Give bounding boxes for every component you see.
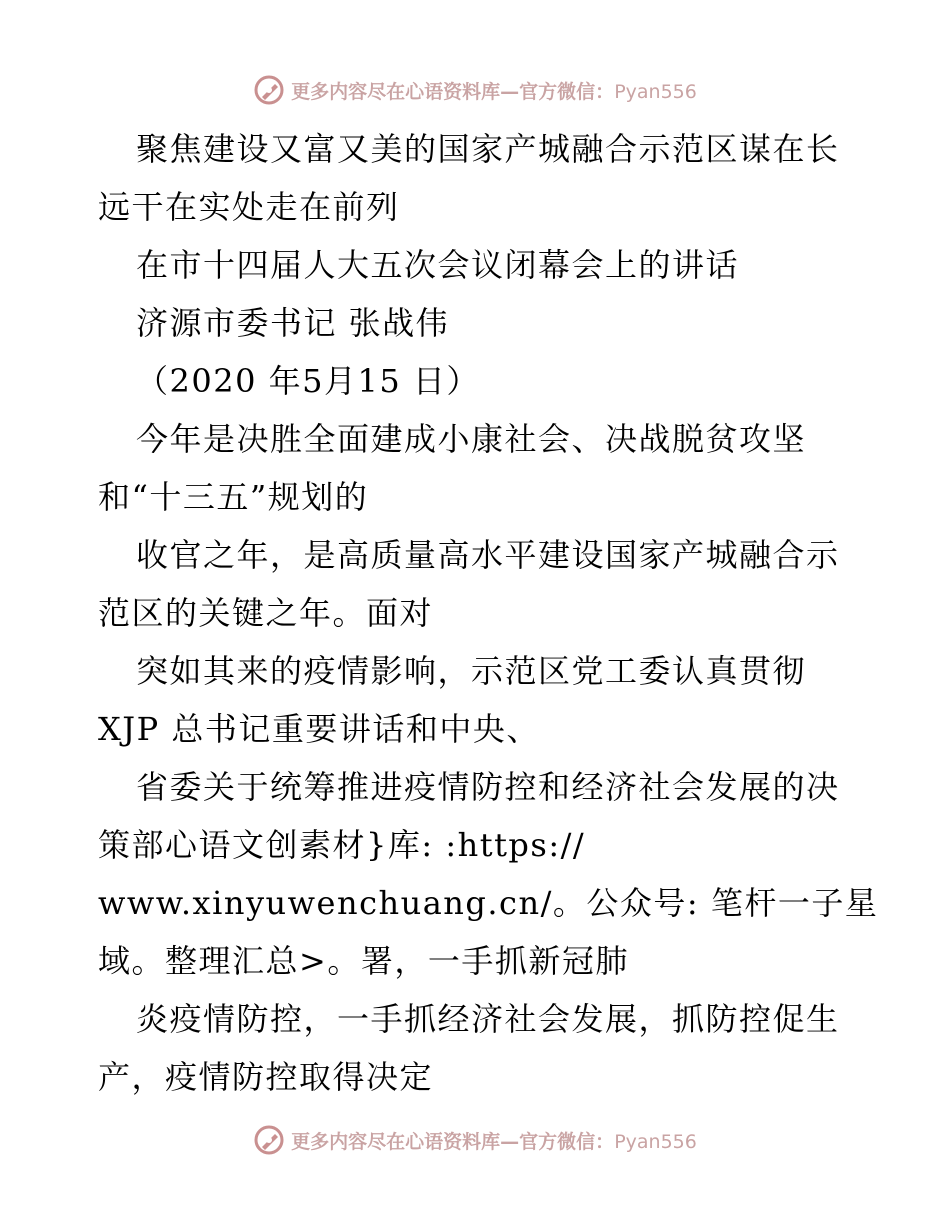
document-body <box>98 120 879 1106</box>
paragraph-line: 策部心语文创素材}库: :https:// <box>98 826 586 864</box>
header-watermark <box>0 70 950 110</box>
paragraph-line: 收官之年，是高质量高水平建设国家产城融合示 <box>136 536 840 574</box>
paragraph-line: 域。整理汇总>。署，一手抓新冠肺 <box>98 942 629 980</box>
paragraph-line: www.xinyuwenchuang.cn/。公众号: 笔杆一子星 <box>98 884 879 922</box>
paragraph-line: 和“十三五”规划的 <box>98 478 369 516</box>
paragraph-line: XJP 总书记重要讲话和中央、 <box>98 710 540 748</box>
watermark-text: 更多内容尽在心语资料库—官方微信：Pyan556 <box>291 80 697 103</box>
doc-subtitle: 在市十四届人大五次会议闭幕会上的讲话 <box>136 246 740 284</box>
paragraph-line: 省委关于统筹推进疫情防控和经济社会发展的决 <box>136 768 840 806</box>
watermark-text: 更多内容尽在心语资料库—官方微信：Pyan556 <box>291 1130 697 1153</box>
footer-watermark <box>0 1120 950 1160</box>
paragraph-line: 今年是决胜全面建成小康社会、决战脱贫攻坚 <box>136 420 807 458</box>
paragraph-line: 炎疫情防控，一手抓经济社会发展，抓防控促生 <box>136 1000 840 1038</box>
doc-author: 济源市委书记 张战伟 <box>136 304 450 342</box>
paragraph-line: 范区的关键之年。面对 <box>98 594 434 632</box>
pen-logo-icon <box>253 74 285 106</box>
doc-title-line-1: 聚焦建设又富又美的国家产城融合示范区谋在长 <box>136 130 840 168</box>
doc-date: （2020 年5月15 日） <box>136 362 480 400</box>
doc-title-line-2: 远干在实处走在前列 <box>98 188 400 226</box>
paragraph-line: 突如其来的疫情影响，示范区党工委认真贯彻 <box>136 652 807 690</box>
pen-logo-icon <box>253 1124 285 1156</box>
paragraph-line: 产，疫情防控取得决定 <box>98 1058 434 1096</box>
